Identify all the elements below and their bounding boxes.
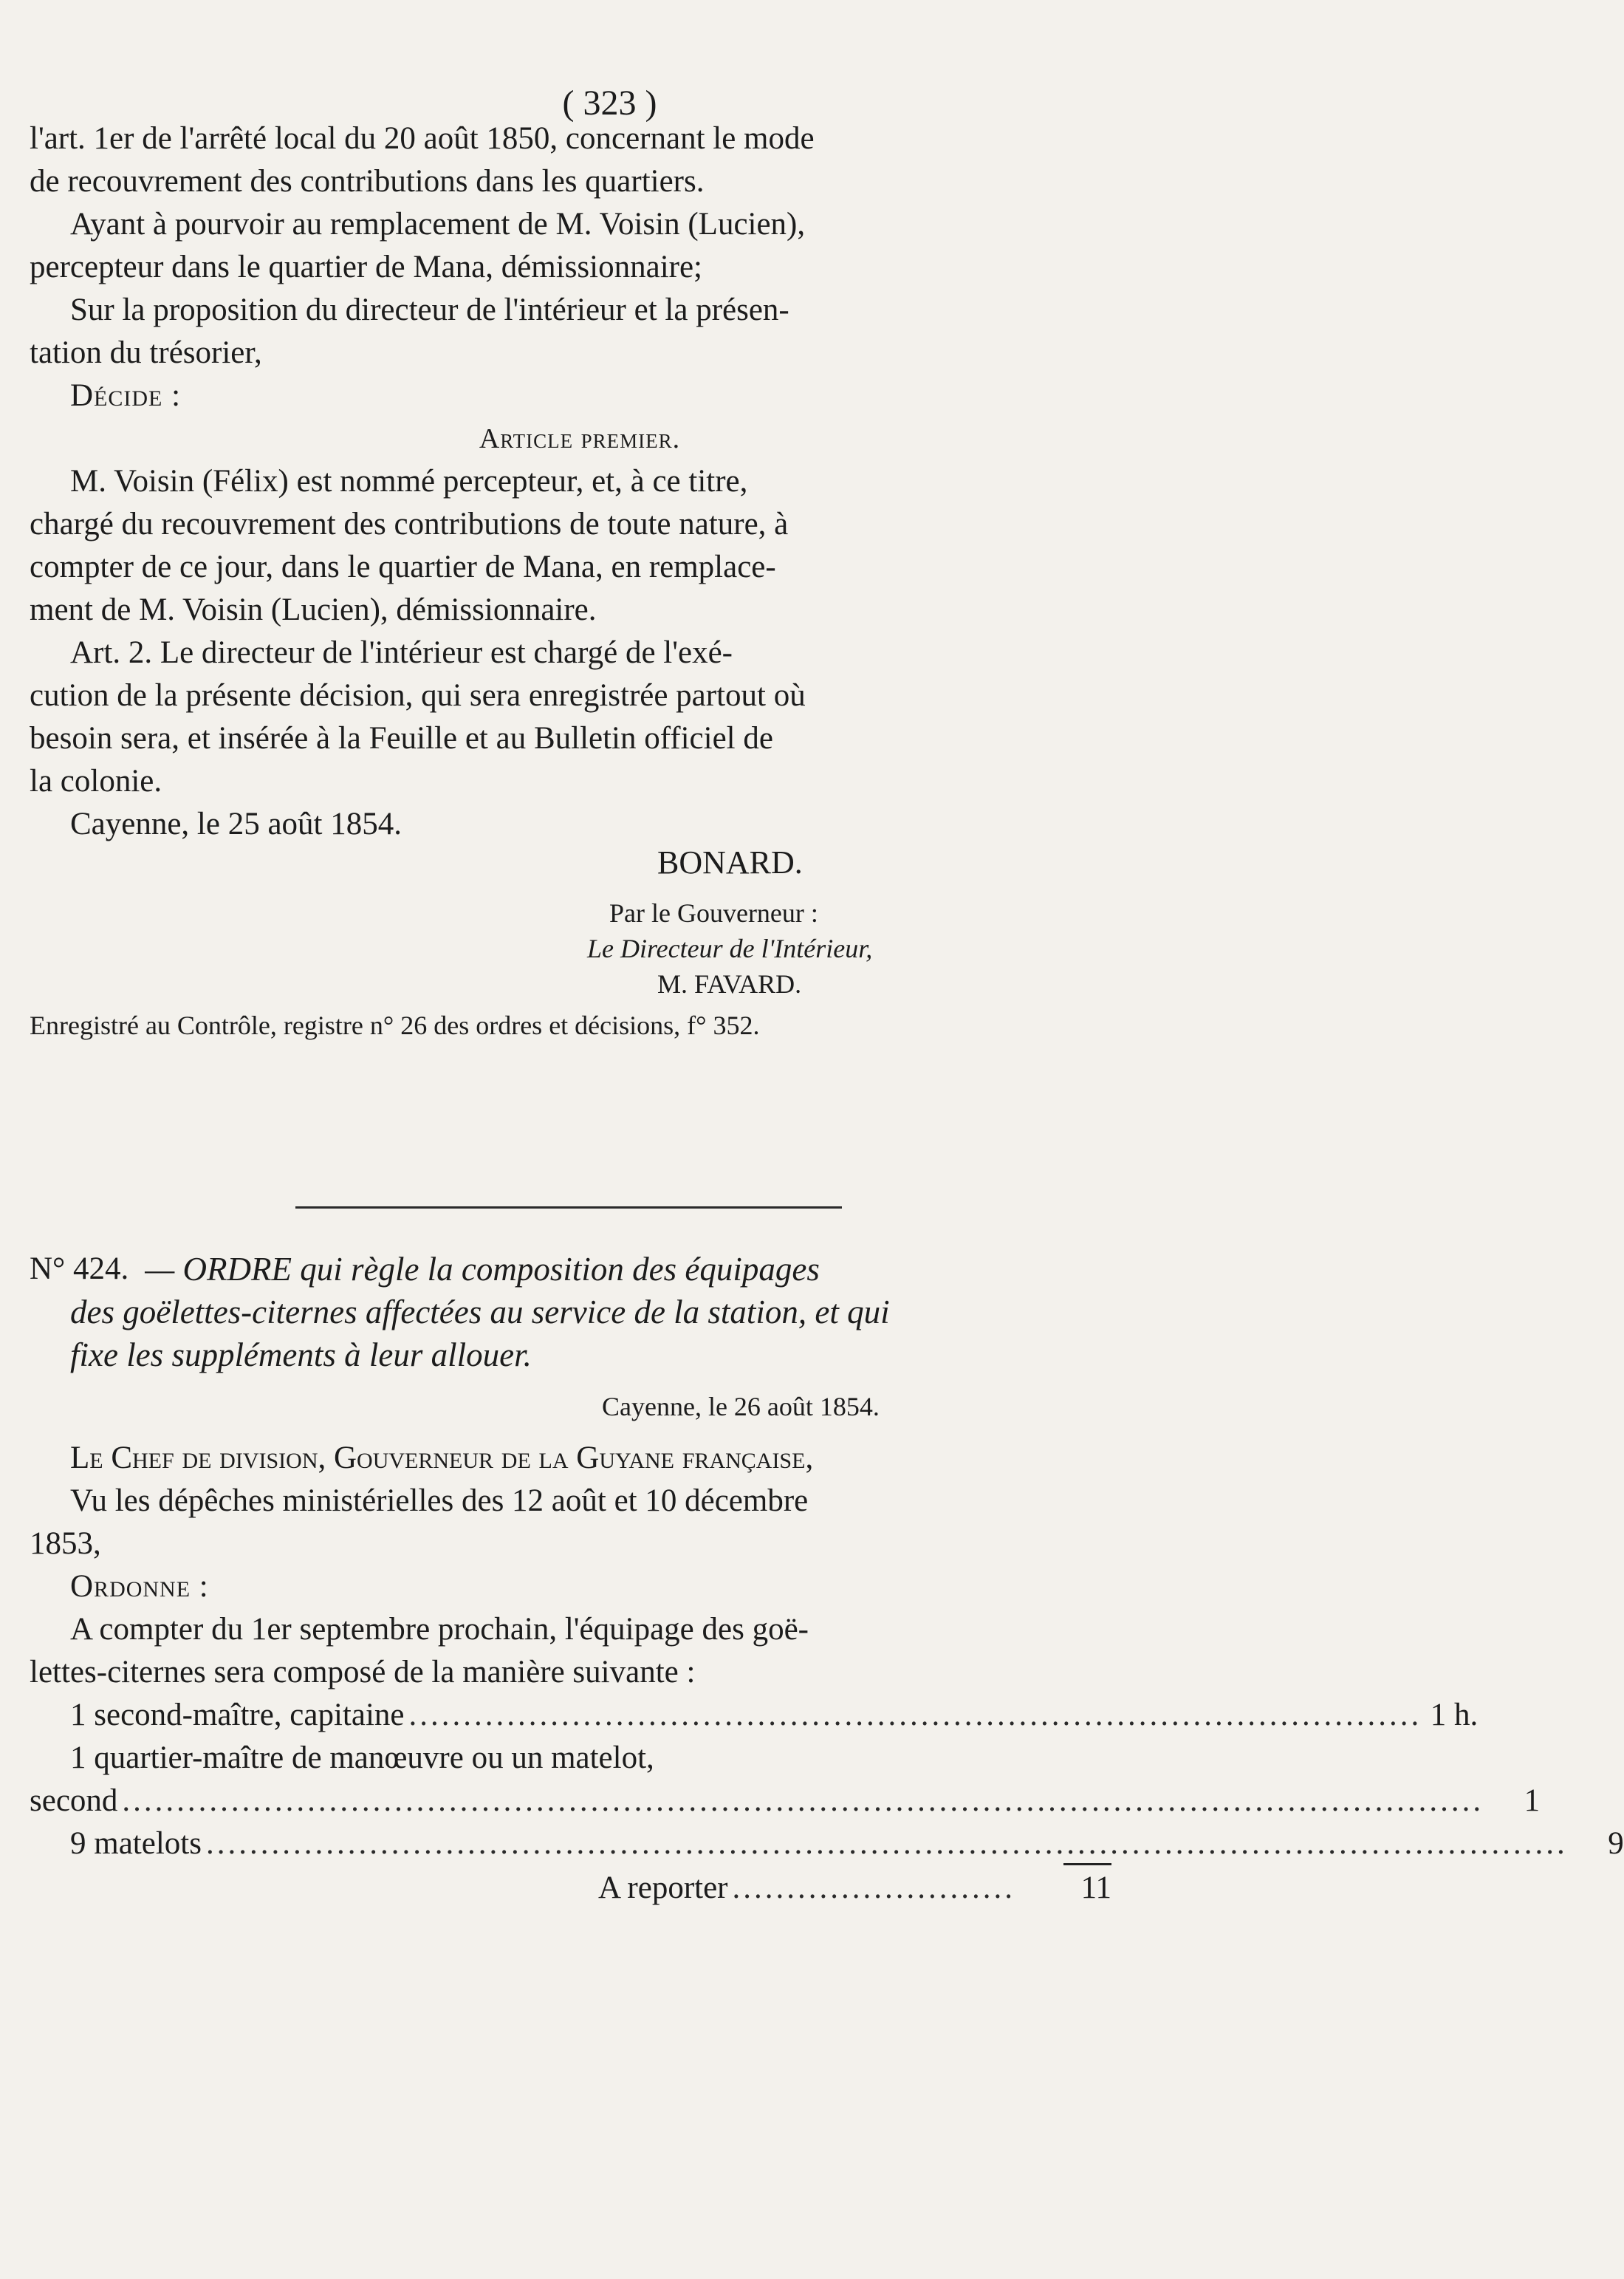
article-heading: Article premier. — [479, 423, 681, 454]
text-line: la colonie. — [30, 764, 162, 799]
director-title: Le Directeur de l'Intérieur, — [587, 934, 873, 963]
text-line: chargé du recouvrement des contributions de toute nature, à — [30, 507, 789, 541]
crew-value: 1 — [1524, 1783, 1541, 1818]
order-title: des goëlettes-citernes affectées au service de la station, et qui — [70, 1294, 890, 1330]
text-line: M. Voisin (Félix) est nommé percepteur, et, à ce titre, — [70, 464, 748, 499]
text-line: percepteur dans le quartier de Mana, démissionnaire; — [30, 250, 702, 284]
text-line: A compter du 1er septembre prochain, l'équipage des goë- — [70, 1612, 809, 1647]
text-line: ment de M. Voisin (Lucien), démissionnaire. — [30, 592, 597, 627]
page-number: ( 323 ) — [562, 83, 657, 123]
signature: BONARD. — [657, 844, 803, 881]
text-line: Art. 2. Le directeur de l'intérieur est chargé de l'exé- — [70, 635, 733, 670]
text-line: Sur la proposition du directeur de l'intérieur et la présen- — [70, 293, 789, 327]
text-line: 1853, — [30, 1526, 101, 1561]
date-line: Cayenne, le 25 août 1854. — [70, 807, 402, 841]
text-line: de recouvrement des contributions dans les quartiers. — [30, 164, 705, 199]
text-line: lettes-citernes sera composé de la manière suivante : — [30, 1655, 696, 1689]
text-line: Vu les dépêches ministérielles des 12 août et 10 décembre — [70, 1483, 809, 1518]
crew-label: second — [30, 1783, 118, 1818]
text-line: Ayant à pourvoir au remplacement de M. Voisin (Lucien), — [70, 207, 806, 242]
text-line: tation du trésorier, — [30, 335, 262, 370]
dot-leader: ............................................................................................................................. — [122, 1783, 1484, 1818]
text-line: compter de ce jour, dans le quartier de Mana, en remplace- — [30, 550, 776, 584]
sum-line — [1063, 1863, 1111, 1865]
crew-row — [70, 1695, 1479, 1736]
dot-leader: .......................... — [732, 1870, 1016, 1905]
text-line: 1 quartier-maître de manœuvre ou un matelot, — [70, 1740, 654, 1775]
by-governor: Par le Gouverneur : — [609, 898, 818, 928]
ordonne-heading: Ordonne : — [70, 1569, 209, 1604]
crew-row — [30, 1780, 1541, 1822]
order-title: — ORDRE qui règle la composition des équipages — [145, 1251, 820, 1288]
order-title: fixe les suppléments à leur allouer. — [70, 1336, 532, 1373]
crew-label: 9 matelots — [70, 1826, 202, 1861]
section-divider — [295, 1206, 842, 1209]
crew-value: 9 — [1608, 1826, 1624, 1861]
place-date: Cayenne, le 26 août 1854. — [602, 1392, 880, 1421]
director-name: M. FAVARD. — [657, 969, 802, 999]
text-line: besoin sera, et insérée à la Feuille et au Bulletin officiel de — [30, 721, 773, 756]
carry-forward-label: A reporter — [598, 1870, 728, 1905]
order-title-line — [30, 1248, 1130, 1290]
decide-heading: Décide : — [70, 378, 182, 413]
order-number: N° 424. — [30, 1251, 129, 1286]
dot-leader: ............................................................................................. — [408, 1698, 1422, 1732]
crew-label: 1 second-maître, capitaine — [70, 1698, 405, 1732]
text-line: l'art. 1er de l'arrêté local du 20 août 1850, concernant le mode — [30, 121, 815, 156]
preamble: Le Chef de division, Gouverneur de la Guyane française, — [70, 1441, 814, 1475]
crew-row — [70, 1823, 1624, 1865]
registration-note: Enregistré au Contrôle, registre n° 26 des ordres et décisions, f° 352. — [30, 1011, 760, 1040]
carry-forward-row — [598, 1868, 1111, 1909]
dot-leader: ............................................................................................................................. — [205, 1826, 1568, 1861]
crew-value: 1 h. — [1430, 1698, 1479, 1732]
carry-forward-value: 11 — [1080, 1870, 1111, 1905]
text-line: cution de la présente décision, qui sera enregistrée partout où — [30, 678, 806, 713]
